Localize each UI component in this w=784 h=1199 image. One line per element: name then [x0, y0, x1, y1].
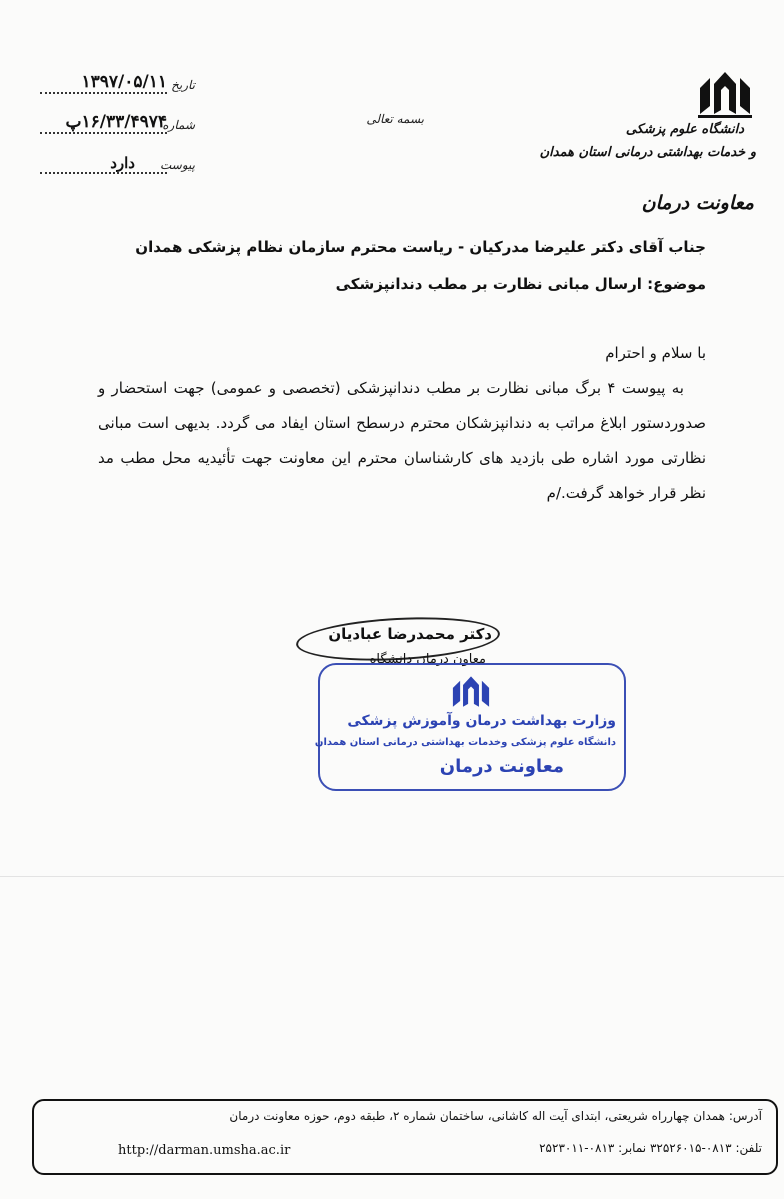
university-name-line2: و خدمات بهداشتی درمانی استان همدان	[539, 145, 756, 160]
footer-address: آدرس: همدان چهارراه شریعتی، ابتدای آیت اله کاشانی، ساختمان شماره ۲، طبقه دوم، حوزه معاونت درمان	[229, 1109, 762, 1123]
footer-url[interactable]: http://darman.umsha.ac.ir	[118, 1143, 291, 1158]
attachment-label: پیوست	[160, 158, 195, 172]
stamp-university: دانشگاه علوم پزشکی وخدمات بهداشتی درمانی استان همدان	[314, 737, 616, 748]
footer-phone: تلفن: ۰۸۱۳-۳۲۵۲۶۰۱۵ نمابر: ۰۸۱۳-۲۵۲۳۰۱۱	[539, 1141, 762, 1155]
department-name: معاونت درمان	[641, 192, 754, 214]
attachment-value: دارد	[110, 154, 135, 172]
greeting: با سلام و احترام	[605, 344, 706, 362]
stamp-logo-icon	[450, 673, 492, 713]
footer-box	[32, 1099, 778, 1175]
number-value: ۱۶/۳۳/۴۹۷۴پ	[65, 112, 167, 132]
official-stamp	[314, 663, 626, 791]
number-label: شماره	[162, 118, 195, 132]
addressee: جناب آقای دکتر علیرضا مدرکیان - ریاست محترم سازمان نظام پزشکی همدان	[135, 238, 706, 256]
date-dots	[40, 92, 167, 94]
number-row	[20, 108, 195, 136]
date-value: ۱۳۹۷/۰۵/۱۱	[81, 72, 167, 92]
stamp-ministry: وزارت بهداشت درمان وآموزش پزشکی	[347, 713, 616, 729]
basmala: بسمه تعالی	[366, 112, 424, 126]
body-paragraph: به پیوست ۴ برگ مبانی نظارت بر مطب دندانپزشکی (تخصصی و عمومی) جهت استحضار و صدوردستور ابلاغ مراتب به دندانپزشکان محترم درسطح استان ایفاد می گردد. بدیهی است مبانی نظارتی مورد اشاره طی بازدید های کارشناسان محترم این معاونت جهت تأئیدیه محل مطب مد نظر قرار خواهد گرفت./م	[98, 379, 706, 502]
subject: موضوع: ارسال مبانی نظارت بر مطب دندانپزشکی	[335, 275, 706, 293]
letter-body	[98, 336, 706, 511]
signer-title: معاون درمان دانشگاه	[369, 652, 486, 667]
attachment-dots	[40, 172, 167, 174]
university-logo-icon	[696, 70, 754, 120]
stamp-department: معاونت درمان	[439, 756, 564, 777]
attachment-row	[20, 148, 195, 176]
date-row	[20, 68, 195, 96]
page-fold-line	[0, 876, 784, 877]
date-label: تاریخ	[171, 78, 195, 92]
number-dots	[40, 132, 167, 134]
university-name-line1: دانشگاه علوم پزشکی	[625, 122, 744, 137]
signer-name: دکتر محمدرضا عبادیان	[328, 625, 492, 643]
